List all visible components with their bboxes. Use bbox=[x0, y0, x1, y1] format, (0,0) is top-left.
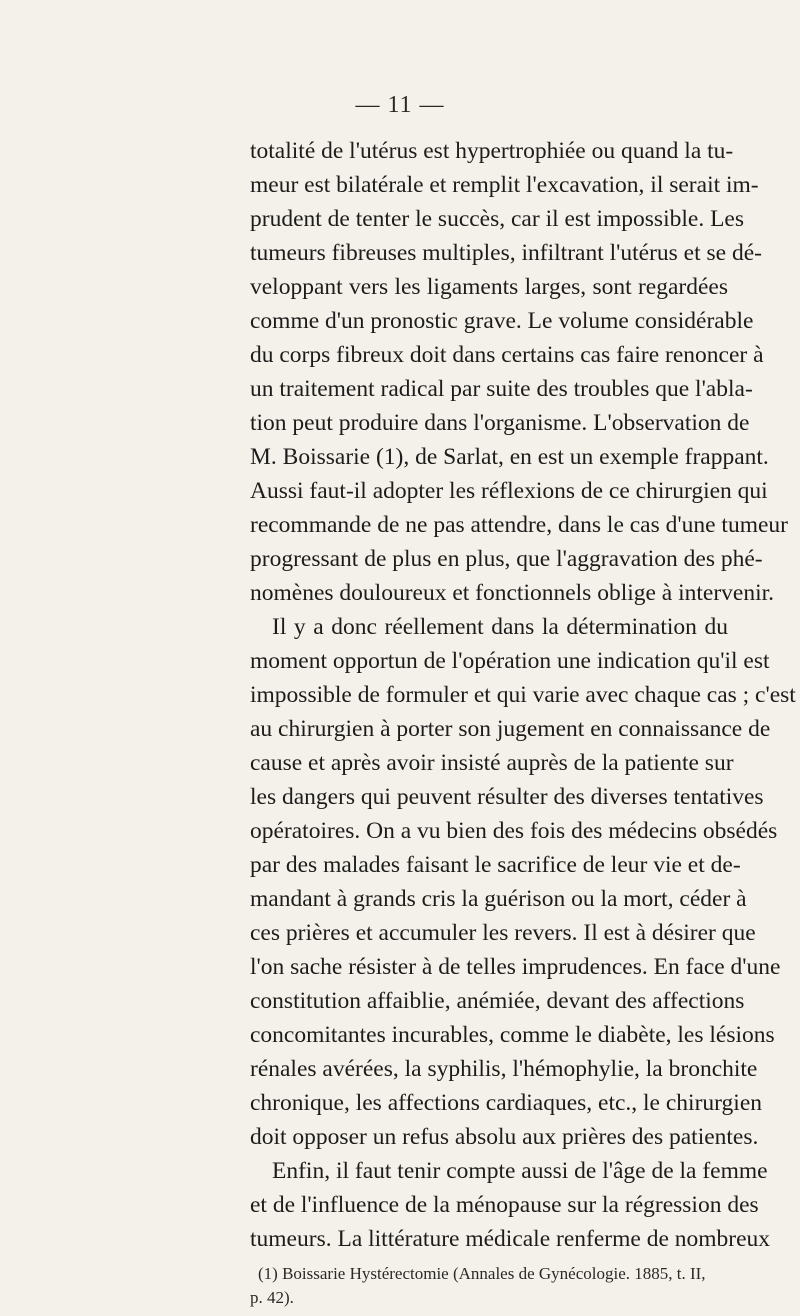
text-line: impossible de formuler et qui varie avec chaque cas ; c'est bbox=[250, 682, 796, 708]
text-line: meur est bilatérale et remplit l'excavation, il serait im- bbox=[250, 172, 759, 198]
text-line: recommande de ne pas attendre, dans le cas d'une tumeur bbox=[250, 512, 788, 538]
text-line: Enfin, il faut tenir compte aussi de l'âge de la femme bbox=[272, 1158, 768, 1184]
text-line: opératoires. On a vu bien des fois des médecins obsédés bbox=[250, 818, 778, 844]
text-line: M. Boissarie (1), de Sarlat, en est un exemple frappant. bbox=[250, 444, 769, 470]
text-line: cause et après avoir insisté auprès de la patiente sur bbox=[250, 750, 734, 776]
footnote bbox=[250, 1262, 730, 1310]
text-line: mandant à grands cris la guérison ou la mort, céder à bbox=[250, 886, 747, 912]
text-line: concomitantes incurables, comme le diabète, les lésions bbox=[250, 1022, 775, 1048]
text-line: les dangers qui peuvent résulter des diverses tentatives bbox=[250, 784, 764, 810]
text-line: Il y a donc réellement dans la détermination du bbox=[272, 614, 728, 640]
text-line: comme d'un pronostic grave. Le volume considérable bbox=[250, 308, 754, 334]
text-line: ces prières et accumuler les revers. Il est à désirer que bbox=[250, 920, 756, 946]
text-line: chronique, les affections cardiaques, etc., le chirurgien bbox=[250, 1090, 763, 1116]
text-line: doit opposer un refus absolu aux prières des patientes. bbox=[250, 1124, 759, 1150]
footnote-line: (1) Boissarie Hystérectomie (Annales de Gynécologie. 1885, t. II, bbox=[258, 1264, 706, 1283]
text-line: tumeurs fibreuses multiples, infiltrant l'utérus et se dé- bbox=[250, 240, 762, 266]
text-line: un traitement radical par suite des troubles que l'abla- bbox=[250, 376, 753, 402]
page-number: — 11 — bbox=[355, 92, 445, 118]
text-line: l'on sache résister à de telles imprudences. En face d'une bbox=[250, 954, 781, 980]
text-line: tumeurs. La littérature médicale renferme de nombreux bbox=[250, 1226, 771, 1252]
text-line: par des malades faisant le sacrifice de leur vie et de- bbox=[250, 852, 741, 878]
text-line: du corps fibreux doit dans certains cas faire renoncer à bbox=[250, 342, 764, 368]
text-line: moment opportun de l'opération une indication qu'il est bbox=[250, 648, 770, 674]
text-line: et de l'influence de la ménopause sur la régression des bbox=[250, 1192, 759, 1218]
text-line: Aussi faut-il adopter les réflexions de ce chirurgien qui bbox=[250, 478, 768, 504]
text-line: nomènes douloureux et fonctionnels oblige à intervenir. bbox=[250, 580, 775, 606]
text-line: veloppant vers les ligaments larges, sont regardées bbox=[250, 274, 728, 300]
text-line: progressant de plus en plus, que l'aggravation des phé- bbox=[250, 546, 763, 572]
text-line: totalité de l'utérus est hypertrophiée ou quand la tu- bbox=[250, 138, 734, 164]
text-line: rénales avérées, la syphilis, l'hémophylie, la bronchite bbox=[250, 1056, 758, 1082]
text-line: tion peut produire dans l'organisme. L'observation de bbox=[250, 410, 750, 436]
text-line: prudent de tenter le succès, car il est impossible. Les bbox=[250, 206, 744, 232]
footnote-line: p. 42). bbox=[250, 1288, 294, 1307]
text-line: au chirurgien à porter son jugement en connaissance de bbox=[250, 716, 771, 742]
text-line: constitution affaiblie, anémiée, devant des affections bbox=[250, 988, 745, 1014]
